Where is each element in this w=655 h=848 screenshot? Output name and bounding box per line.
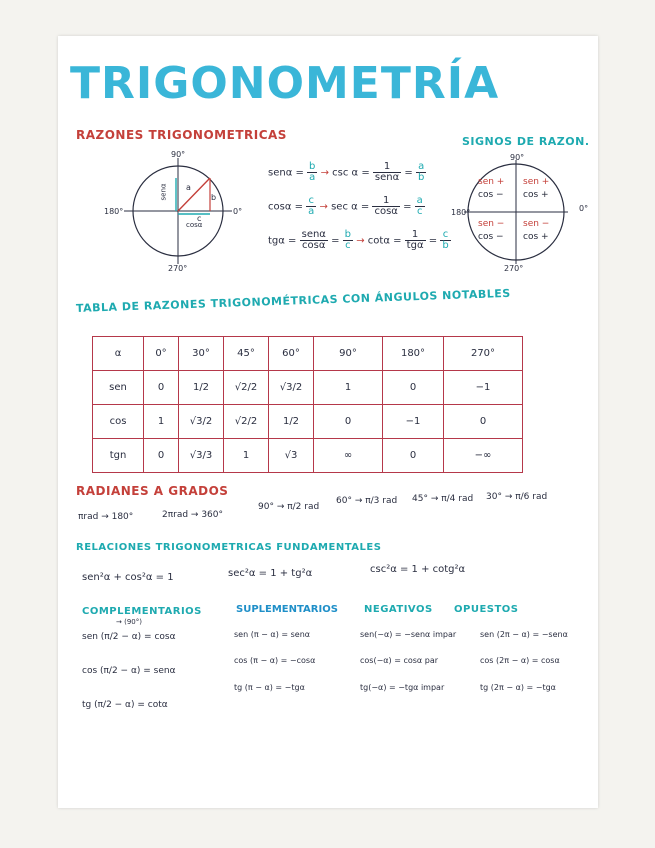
quadrant-2-signs: sen + cos − xyxy=(478,177,505,200)
signos-heading: SIGNOS DE RAZON. xyxy=(462,135,590,148)
identity-item: sen²α + cos²α = 1 xyxy=(82,572,174,583)
table-row xyxy=(93,405,523,439)
complementarios-item: sen (π/2 − α) = cosα xyxy=(82,632,176,642)
opuestos-item: sen (2π − α) = −senα xyxy=(480,630,568,639)
suplementarios-item: sen (π − α) = senα xyxy=(234,630,311,639)
signs-label-180: 180° xyxy=(451,208,471,217)
formula-sen: senα = $\frac{b}{a}$ → csc α = $\frac{1}{\text{senα}}$ = $\frac{a}{b}$ xyxy=(268,161,425,183)
table-cell: ∞ xyxy=(314,439,383,473)
table-header-cell: 90° xyxy=(314,337,383,371)
table-cell: √3/3 xyxy=(179,439,224,473)
complementarios-item: cos (π/2 − α) = senα xyxy=(82,666,176,676)
quadrant-3-signs: sen − cos − xyxy=(478,219,505,242)
radian-item: 30° → π/6 rad xyxy=(486,492,548,502)
suplementarios-item: tg (π − α) = −tgα xyxy=(234,683,305,692)
identity-item: csc²α = 1 + cotg²α xyxy=(370,564,466,575)
table-cell: 0 xyxy=(144,439,179,473)
table-cell: −∞ xyxy=(444,439,523,473)
negativos-heading: NEGATIVOS xyxy=(364,604,433,615)
table-cell: 1/2 xyxy=(179,371,224,405)
opuestos-item: cos (2π − α) = cosα xyxy=(480,656,560,665)
table-cell: √2/2 xyxy=(224,371,269,405)
opuestos-item: tg (2π − α) = −tgα xyxy=(480,683,556,692)
notable-angles-table xyxy=(92,336,523,473)
row-label: cos xyxy=(93,405,144,439)
page-title: TRIGONOMETRÍA xyxy=(70,58,500,109)
table-cell: −1 xyxy=(383,405,444,439)
notes-page xyxy=(58,36,598,808)
table-cell: √3 xyxy=(269,439,314,473)
unit-circle-diagram xyxy=(118,148,238,274)
quadrant-1-signs: sen + cos + xyxy=(523,177,550,200)
table-cell: 1 xyxy=(314,371,383,405)
table-header-cell: 30° xyxy=(179,337,224,371)
identity-item: sec²α = 1 + tg²α xyxy=(228,568,313,579)
radian-item: 2πrad → 360° xyxy=(162,510,224,520)
suplementarios-heading: SUPLEMENTARIOS xyxy=(236,604,338,615)
table-header-cell: 0° xyxy=(144,337,179,371)
table-cell: 1 xyxy=(224,439,269,473)
razones-heading: RAZONES TRIGONOMETRICAS xyxy=(76,128,287,142)
table-row xyxy=(93,371,523,405)
table-header-cell: α xyxy=(93,337,144,371)
row-label: tgn xyxy=(93,439,144,473)
radian-item: 90° → π/2 rad xyxy=(258,502,320,512)
circle-label-sen: senα xyxy=(159,183,168,201)
complementarios-item: tg (π/2 − α) = cotα xyxy=(82,700,168,710)
signs-label-0: 0° xyxy=(579,204,589,213)
circle-label-b: b xyxy=(211,193,217,202)
table-cell: 1/2 xyxy=(269,405,314,439)
table-header-cell: 60° xyxy=(269,337,314,371)
quadrant-4-signs: sen − cos + xyxy=(523,219,550,242)
table-header-cell: 180° xyxy=(383,337,444,371)
table-cell: √2/2 xyxy=(224,405,269,439)
signs-circle-diagram xyxy=(456,154,576,272)
circle-label-c: c xyxy=(197,214,202,223)
formula-cos: cosα = $\frac{c}{a}$ → sec α = $\frac{1}{\cos\alpha}$ = $\frac{a}{c}$ xyxy=(268,195,423,217)
suplementarios-item: cos (π − α) = −cosα xyxy=(234,656,316,665)
tabla-heading: TABLA DE RAZONES TRIGONOMÉTRICAS CON ÁNGULOS NOTABLES xyxy=(75,286,511,315)
table-cell: 0 xyxy=(144,371,179,405)
table-cell: 0 xyxy=(383,439,444,473)
radianes-heading: RADIANES A GRADOS xyxy=(76,484,229,498)
formula-tg: tgα = $\frac{\text{senα}}{\cos\alpha}$ = $\frac{b}{c}$ → cotα = $\frac{1}{\text{tgα}}$ = $\frac{c}{b}$ xyxy=(268,229,449,251)
table-cell: 0 xyxy=(314,405,383,439)
table-cell: √3/2 xyxy=(179,405,224,439)
table-cell: 1 xyxy=(144,405,179,439)
table-header-row xyxy=(93,337,523,371)
table-row xyxy=(93,439,523,473)
radian-item: 60° → π/3 rad xyxy=(336,496,398,506)
circle-label-180: 180° xyxy=(104,207,124,216)
circle-label-a: a xyxy=(186,183,191,192)
circle-label-0: 0° xyxy=(233,207,243,216)
relaciones-heading: RELACIONES TRIGONOMETRICAS FUNDAMENTALES xyxy=(76,542,382,553)
table-cell: −1 xyxy=(444,371,523,405)
negativos-item: cos(−α) = cosα par xyxy=(360,656,439,665)
table-cell: 0 xyxy=(383,371,444,405)
table-header-cell: 270° xyxy=(444,337,523,371)
row-label: sen xyxy=(93,371,144,405)
opuestos-heading: OPUESTOS xyxy=(454,604,519,615)
complementarios-note: → (90°) xyxy=(116,618,142,626)
signs-label-90: 90° xyxy=(510,153,525,162)
negativos-item: sen(−α) = −senα impar xyxy=(360,630,457,639)
radian-item: 45° → π/4 rad xyxy=(412,494,474,504)
table-header-cell: 45° xyxy=(224,337,269,371)
negativos-item: tg(−α) = −tgα impar xyxy=(360,683,445,692)
table-cell: √3/2 xyxy=(269,371,314,405)
circle-label-90: 90° xyxy=(171,150,186,159)
circle-label-cos: cosα xyxy=(186,221,203,229)
complementarios-heading: COMPLEMENTARIOS xyxy=(82,606,202,617)
table-cell: 0 xyxy=(444,405,523,439)
circle-label-270: 270° xyxy=(168,264,188,273)
radian-item: πrad → 180° xyxy=(78,512,134,522)
signs-label-270: 270° xyxy=(504,264,524,273)
